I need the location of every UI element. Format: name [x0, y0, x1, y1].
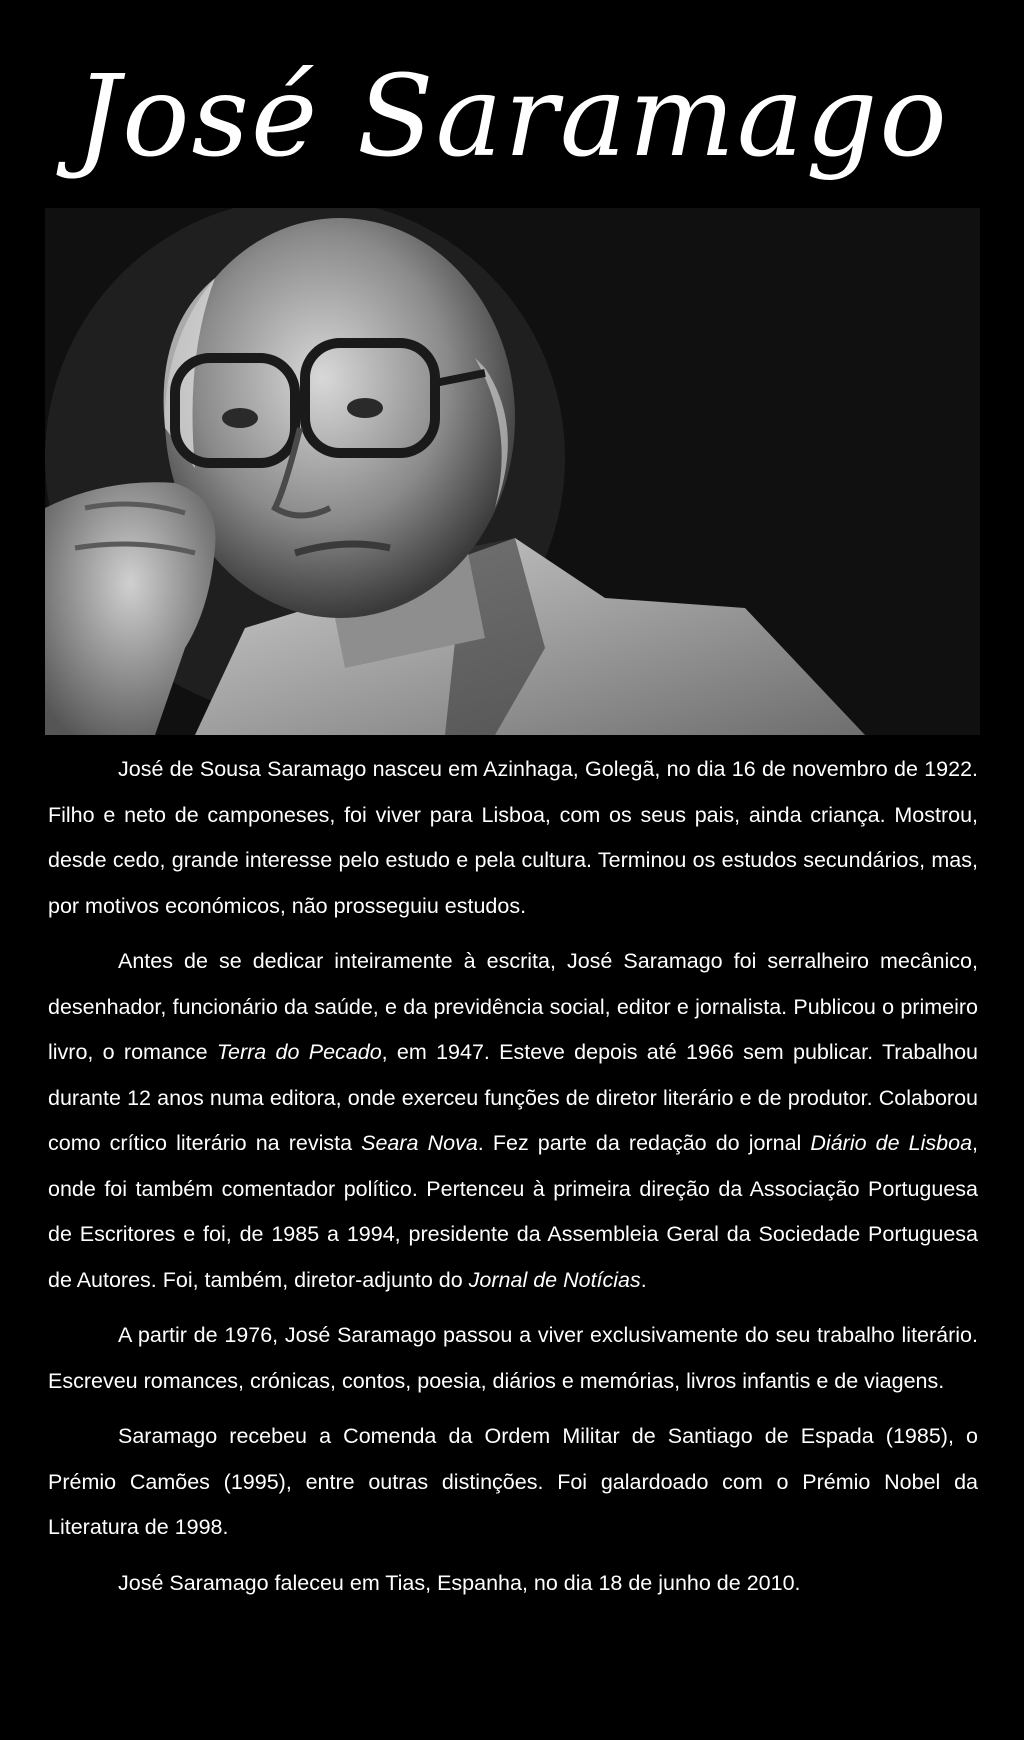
career-text-2: , em 1947. Esteve depois até 1966 sem publicar. Trabalhou durante 12 anos numa editora, onde exerceu funções de diretor literário e de produtor. Colaborou como crítico literário na revista: [48, 1040, 978, 1155]
biography-text: [48, 747, 978, 1606]
career-text-4: , onde foi também comentador político. Pertenceu à primeira direção da Associação Portuguesa de Escritores e foi, de 1985 a 1994, presidente da Assembleia Geral da Sociedade Portuguesa de Autores. Foi, também, diretor-adjunto do: [48, 1131, 979, 1292]
career-text-3: . Fez parte da redação do jornal: [477, 1131, 811, 1155]
paragraph-career: [48, 939, 978, 1303]
career-text-1: Antes de se dedicar inteiramente à escrita, José Saramago foi serralheiro mecânico, desenhador, funcionário da saúde, e da previdência social, editor e jornalista. Publicou o primeiro livro, o romance: [48, 949, 978, 1064]
newspaper-title-jornal-de-noticias: Jornal de Notícias: [468, 1267, 641, 1292]
newspaper-title-diario-de-lisboa: Diário de Lisboa: [810, 1131, 973, 1155]
portrait-photo-icon: [45, 208, 980, 735]
paragraph-birth: José de Sousa Saramago nasceu em Azinhaga, Golegã, no dia 16 de novembro de 1922. Filho e neto de camponeses, foi viver para Lisboa, com os seus pais, ainda criança. Mostrou, desde cedo, grande interesse pelo estudo e pela cultura. Terminou os estudos secundários, mas, por motivos económicos, não prosseguiu estudos.: [48, 757, 978, 918]
paragraph-death: José Saramago faleceu em Tias, Espanha, no dia 18 de junho de 2010.: [118, 1570, 801, 1595]
magazine-title-seara-nova: Seara Nova: [361, 1131, 478, 1155]
paragraph-awards: Saramago recebeu a Comenda da Ordem Militar de Santiago de Espada (1985), o Prémio Camões (1995), entre outras distinções. Foi galardoado com o Prémio Nobel da Literatura de 1998.: [48, 1424, 978, 1539]
book-title-terra-do-pecado: Terra do Pecado: [216, 1040, 382, 1064]
career-text-5: .: [640, 1267, 647, 1292]
portrait-photo: [45, 208, 980, 735]
page-title: José Saramago: [75, 52, 949, 182]
paragraph-literary-work: A partir de 1976, José Saramago passou a viver exclusivamente do seu trabalho literário. Escreveu romances, crónicas, contos, poesia, diários e memórias, livros infantis e de viagens.: [48, 1323, 978, 1393]
